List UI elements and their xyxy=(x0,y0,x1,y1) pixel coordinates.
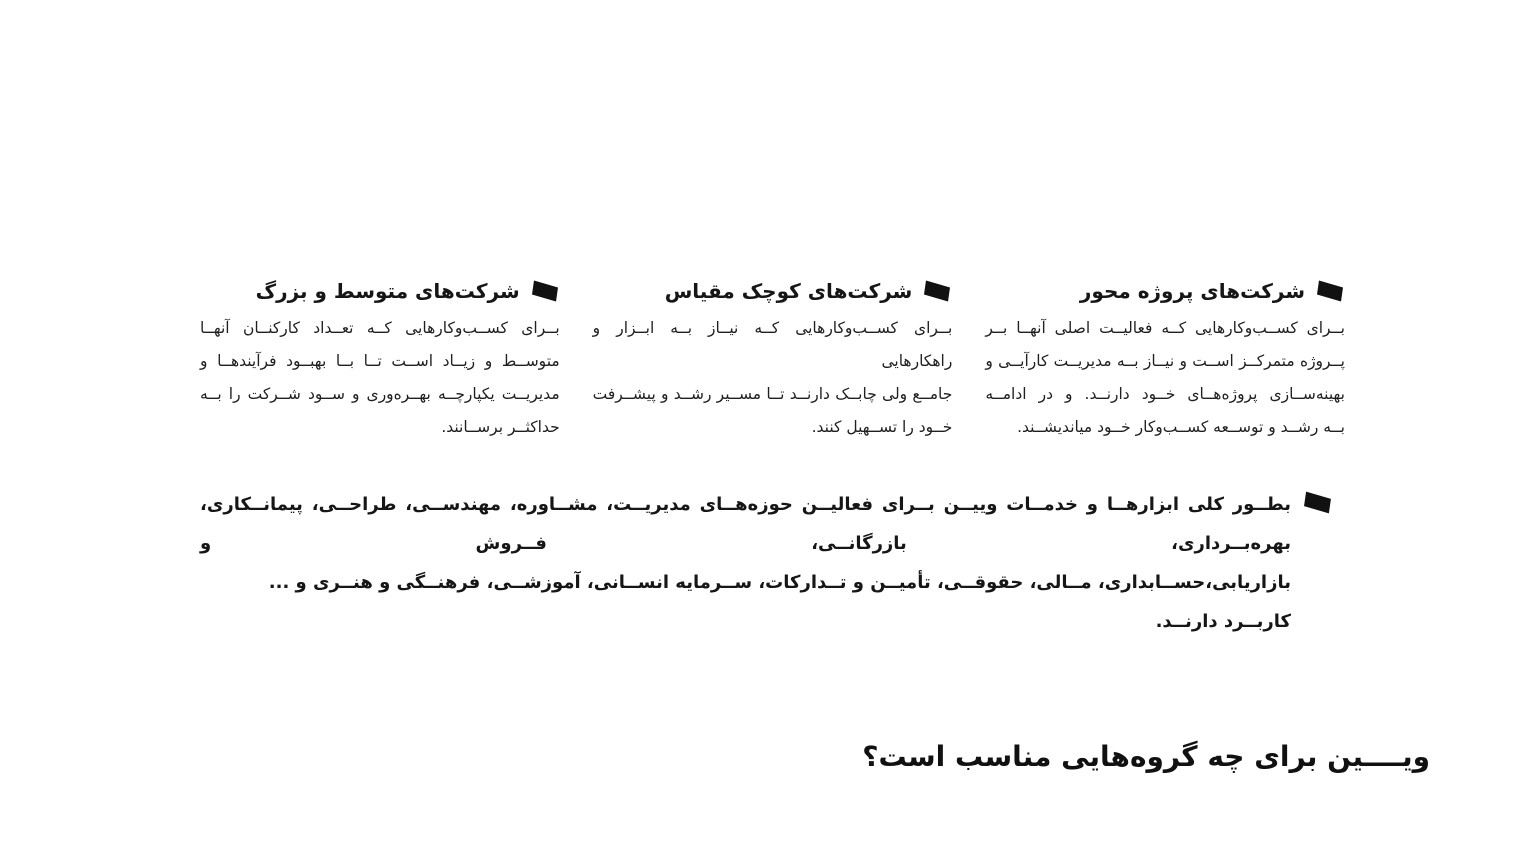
tilted-quad-bullet-icon xyxy=(531,279,560,303)
card-header xyxy=(593,279,953,303)
card-body-line: بهینه‌ســازی پروژه‌هــای خــود دارنــد. و در ادامــه xyxy=(985,385,1345,403)
card-body-line: حداکثــر برســانند. xyxy=(441,418,560,436)
summary-text xyxy=(200,485,1291,641)
card-title: شرکت‌های پروژه محور xyxy=(1079,279,1305,303)
card-title: شرکت‌های متوسط و بزرگ xyxy=(255,279,520,303)
card-body-line: بــرای کســب‌وکارهایی کــه نیــاز بــه ابــزار و راهکارهایی xyxy=(592,319,953,370)
tilted-quad-bullet-icon xyxy=(1316,279,1345,303)
card-header xyxy=(200,279,560,303)
card-body-line: بــه رشــد و توســعه کســب‌وکار خــود میاندیشــند. xyxy=(1017,418,1345,436)
tilted-quad-bullet-icon xyxy=(1303,490,1333,641)
card-medium-large-companies xyxy=(200,279,560,444)
card-body-line: بــرای کســب‌وکارهایی کــه فعالیــت اصلی آنهــا بــر xyxy=(985,319,1345,337)
card-body-line: خــود را تســهیل کنند. xyxy=(811,418,953,436)
card-body xyxy=(985,312,1345,444)
card-body xyxy=(200,312,560,444)
card-header xyxy=(985,279,1345,303)
card-body xyxy=(593,312,953,444)
summary-line: بطــور کلی ابزارهــا و خدمــات وییــن بــرای فعالیــن حوزه‌هــای مدیریــت، مشــاوره، مهندســی، طراحــی، پیمانــکاری، بهره‌بــرداری، بازرگانــی، فــروش و xyxy=(200,494,1291,554)
section-title: ویــــین برای چه گروه‌هایی مناسب است؟ xyxy=(862,740,1430,773)
card-body-line: بــرای کســب‌وکارهایی کــه تعــداد کارکنــان آنهــا xyxy=(200,319,560,337)
summary-line: بازاریابی،حســابداری، مــالی، حقوقــی، تأمیــن و تــدارکات، ســرمایه انســانی، آموزشــی، فرهنــگی و هنــری و ... کاربــرد دارنــد. xyxy=(268,572,1291,632)
card-body-line: مدیریــت یکپارچــه بهــره‌وری و ســود شــرکت را بــه xyxy=(200,385,560,403)
card-body-line: متوســط و زیــاد اســت تــا بــا بهبــود فرآیندهــا و xyxy=(200,352,560,370)
card-body-line: پــروژه متمرکــز اســت و نیــاز بــه مدیریــت کارآیــی و xyxy=(985,352,1345,370)
card-project-based-companies xyxy=(985,279,1345,444)
audience-cards xyxy=(200,279,1345,444)
summary-paragraph xyxy=(200,485,1333,641)
card-body-line: جامــع ولی چابــک دارنــد تــا مســیر رشــد و پیشــرفت xyxy=(592,385,953,403)
tilted-quad-bullet-icon xyxy=(923,279,952,303)
card-small-scale-companies xyxy=(593,279,953,444)
card-title: شرکت‌های کوچک مقیاس xyxy=(664,279,913,303)
